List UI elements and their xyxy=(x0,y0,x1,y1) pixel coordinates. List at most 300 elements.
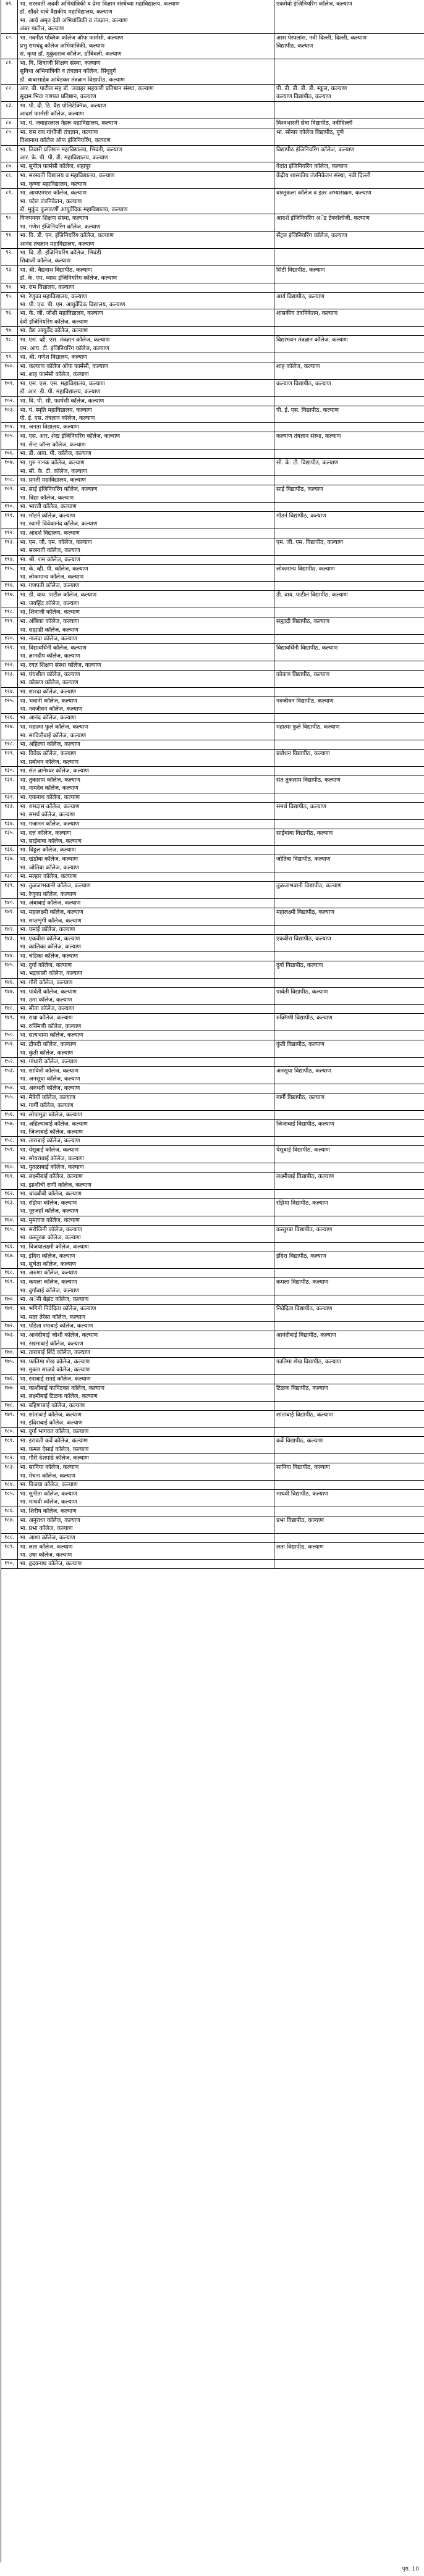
row-number: ७९. xyxy=(1,0,18,33)
table-row xyxy=(1,327,424,336)
row-number: १५५. xyxy=(1,1094,18,1110)
row-number: १८१. xyxy=(1,1437,18,1453)
target-institution: कर्वे विद्यापीठ, कल्याण xyxy=(276,1437,323,1445)
source-institution: भा. सुनीता कॉलेज, कल्याण भा. माधवी कॉलेज, कल्याण xyxy=(18,1490,274,1507)
source-institution: भा. आयएमएस कॉलेज, कल्याण भा. पटेल तंत्रनिकेतन, कल्याण डॉ. मुकुंद कुलकर्णी आयुर्वेदिक महाविद्यालय, कल्याण xyxy=(18,189,274,214)
source-institution: भा. विद्यावर्धिनी कॉलेज, कल्याण भा. ज्ञानदीप कॉलेज, कल्याण xyxy=(18,644,274,661)
source-institution: भा. श्री. वैद्यनाथ विद्यापीठ, कल्याण डॉ. के. एम. व्यास इंजिनियरिंग कॉलेज, कल्याण xyxy=(18,266,274,283)
row-number: १४७. xyxy=(1,988,18,1005)
table-row xyxy=(1,232,424,249)
table-row xyxy=(1,908,424,926)
source-institution: भा. सावित्री कॉलेज, कल्याण भा. अनसूया कॉलेज, कल्याण xyxy=(18,1067,274,1084)
target-institution: पी. डी. डी. डी. डी. स्कूल, कल्याण कल्याण विद्यापीठ, कल्याण xyxy=(276,85,347,101)
table-row xyxy=(1,635,424,644)
target-institution xyxy=(274,1163,424,1172)
table-row xyxy=(1,1005,424,1014)
row-number: १६८. xyxy=(1,1269,18,1278)
table-row xyxy=(1,423,424,432)
source-institution: भा. रामदास कॉलेज, कल्याण भा. समर्थ कॉलेज, कल्याण xyxy=(18,803,274,819)
target-institution xyxy=(274,661,424,670)
row-number: १२४. xyxy=(1,688,18,696)
row-number: १६३. xyxy=(1,1199,18,1216)
row-number: १६६. xyxy=(1,1243,18,1252)
row-number: ८८. xyxy=(1,172,18,188)
source-institution: भा. अनुराधा कॉलेज, कल्याण भा. प्रभा कॉलेज, कल्याण xyxy=(18,1516,274,1533)
row-number: १२८. xyxy=(1,740,18,749)
table-row xyxy=(1,214,424,232)
table-row xyxy=(1,309,424,327)
target-institution xyxy=(274,503,424,511)
target-institution xyxy=(274,1031,424,1040)
target-institution: केंद्रीय शासकीय तंत्रनिकेतन संस्था, नवी दिल्ली xyxy=(276,172,371,180)
row-number: १४४. xyxy=(1,952,18,961)
row-number: ८६. xyxy=(1,146,18,162)
target-institution xyxy=(274,1375,424,1384)
row-number: १८८. xyxy=(1,1534,18,1542)
row-number: १३८. xyxy=(1,872,18,881)
target-institution xyxy=(274,1137,424,1145)
source-institution: भा. शांताबाई कॉलेज, कल्याण भा. इंदिराबाई कॉलेज, कल्याण xyxy=(18,1411,274,1428)
source-institution: भा. रझिया कॉलेज, कल्याण भा. नूरजहाँ कॉलेज, कल्याण xyxy=(18,1199,274,1216)
target-institution: विश्वभारती सेवा विद्यापीठ, नवीदिल्ली xyxy=(276,119,353,127)
target-institution: सिटी विद्यापीठ, कल्याण xyxy=(276,266,325,274)
source-institution: भा. आशा कॉलेज, कल्याण xyxy=(18,1534,274,1542)
source-institution: भा. एस. आर. शेख इंजिनियरिंग कॉलेज, कल्याण भा. सेन्ट जॉन्स कॉलेज, कल्याण xyxy=(18,432,274,449)
row-number: ८२. xyxy=(1,85,18,101)
target-institution: प्रबोधन विद्यापीठ, कल्याण xyxy=(276,750,330,758)
table-row xyxy=(1,1305,424,1322)
row-number: १७६. xyxy=(1,1375,18,1384)
source-institution: भा. भारती कॉलेज, कल्याण xyxy=(18,503,274,511)
target-institution xyxy=(274,582,424,590)
source-institution: भा. श्री. गणेश विद्यालय, कल्याण xyxy=(18,353,274,362)
target-institution xyxy=(274,793,424,802)
source-institution: भा. शिवाजी कॉलेज, कल्याण xyxy=(18,608,274,617)
target-institution xyxy=(274,952,424,961)
row-number: १०७. xyxy=(1,459,18,475)
table-row xyxy=(1,1031,424,1040)
source-institution: भा. आदर्श विद्यालय, कल्याण xyxy=(18,529,274,538)
target-institution: आर्य विद्यापीठ, कल्याण xyxy=(276,293,324,300)
target-institution xyxy=(274,476,424,485)
source-institution: भा. एकनाथ कॉलेज, कल्याण xyxy=(18,793,274,802)
table-row xyxy=(1,1120,424,1137)
page-label: पृष्ठ. 10 xyxy=(402,2566,419,2572)
row-number: १२५. xyxy=(1,697,18,714)
target-institution xyxy=(274,450,424,458)
source-institution: विजयनगर शिक्षण संस्था, कल्याण भा. गणेश इंजिनियरिंग कॉलेज, कल्याण xyxy=(18,214,274,231)
row-number: १७७. xyxy=(1,1384,18,1401)
table-row xyxy=(1,293,424,310)
source-institution: भा. काशीबाई कानिटकर कॉलेज, कल्याण भा. लक्ष्मीबाई टिळक कॉलेज, कल्याण xyxy=(18,1384,274,1401)
target-institution xyxy=(274,872,424,881)
target-institution: पी. ई. एस. विद्यापीठ, कल्याण xyxy=(276,406,339,414)
source-institution: भा. मल्हार कॉलेज, कल्याण xyxy=(18,872,274,881)
target-institution xyxy=(274,1322,424,1331)
target-institution: संत तुकाराम विद्यापीठ, कल्याण xyxy=(276,777,341,784)
target-institution: साईबाबा विद्यापीठ, कल्याण xyxy=(276,829,333,837)
row-number: १२२. xyxy=(1,661,18,670)
source-institution: भा. खंडोबा कॉलेज, कल्याण भा. जोतिबा कॉलेज, कल्याण xyxy=(18,855,274,872)
table-row xyxy=(1,556,424,565)
target-institution xyxy=(274,423,424,432)
row-number: ११८. xyxy=(1,608,18,617)
table-row xyxy=(1,740,424,750)
row-number: १२९. xyxy=(1,750,18,766)
row-number: १८५. xyxy=(1,1490,18,1507)
source-institution: भा. पार्वती कॉलेज, कल्याण भा. उमा कॉलेज, कल्याण xyxy=(18,988,274,1005)
target-institution: एकमेवो इंजिनियरिंग कॉलेज, कल्याण xyxy=(276,1,352,7)
source-institution: भा. साई इंजिनियरिंग कॉलेज, कल्याण भा. विद्या कॉलेज, कल्याण xyxy=(18,485,274,502)
row-number: १७८. xyxy=(1,1402,18,1410)
table-row xyxy=(1,485,424,503)
row-number: ८५. xyxy=(1,128,18,145)
target-institution: दुर्गा विद्यापीठ, कल्याण xyxy=(276,961,323,969)
row-number: ११७. xyxy=(1,591,18,608)
source-institution: भा. तुळजाभवानी कॉलेज, कल्याण भा. रेणुका कॉलेज, कल्याण xyxy=(18,882,274,898)
table-row xyxy=(1,1543,424,1560)
table-row xyxy=(1,1358,424,1375)
table-row xyxy=(1,935,424,952)
target-institution xyxy=(274,635,424,643)
row-number: १३२. xyxy=(1,793,18,802)
table-row xyxy=(1,961,424,979)
target-institution: रझिया विद्यापीठ, कल्याण xyxy=(276,1200,328,1207)
target-institution: निवेदिता विद्यापीठ, कल्याण xyxy=(276,1305,333,1313)
source-institution: भा. रमाबाई रानडे कॉलेज, कल्याण xyxy=(18,1375,274,1384)
table-row xyxy=(1,172,424,189)
table-row xyxy=(1,406,424,424)
table-row xyxy=(1,1190,424,1199)
target-institution xyxy=(274,688,424,696)
source-institution: भा. बहिणाबाई कॉलेज, कल्याण xyxy=(18,1402,274,1410)
row-number: १८०. xyxy=(1,1428,18,1436)
table-row xyxy=(1,1437,424,1454)
target-institution xyxy=(274,283,424,292)
target-institution: येसूबाई विद्यापीठ, कल्याण xyxy=(276,1147,330,1154)
table-row xyxy=(1,102,424,119)
table-row xyxy=(1,1014,424,1031)
row-number: ८३. xyxy=(1,102,18,119)
source-institution: भा. ताराबाई शिंदे कॉलेज, कल्याण xyxy=(18,1349,274,1357)
source-institution: भा. सानिया कॉलेज, कल्याण भा. मेघना कॉलेज, कल्याण xyxy=(18,1463,274,1480)
source-institution: भा. सरस्वती अदवी अभियांत्रिकी व प्रेमा विज्ञान संस्थेच्या महाविद्यालय, कल्याण डॉ. सौंदरे यांचे वैद्यकीय महाविद्यालय, कल्याण भा. आर्य अमृत देवी अभियांत्रिकी व तंत्रज्ञान, कल्याण अंबर पाटील, कल्याण xyxy=(18,0,274,33)
table-row xyxy=(1,476,424,485)
target-institution: साई विद्यापीठ, कल्याण xyxy=(276,486,324,493)
table-row xyxy=(1,1243,424,1252)
target-institution: टिळक विद्यापीठ, कल्याण xyxy=(276,1384,329,1392)
source-institution: भा. संत ज्ञानेश्वर कॉलेज, कल्याण xyxy=(18,767,274,776)
row-number: १४३. xyxy=(1,935,18,951)
target-institution: कुंती विद्यापीठ, कल्याण xyxy=(276,1041,324,1048)
table-row xyxy=(1,59,424,85)
table-row xyxy=(1,723,424,740)
table-row xyxy=(1,671,424,688)
target-institution xyxy=(274,979,424,987)
table-row xyxy=(1,591,424,608)
row-number: १७३. xyxy=(1,1331,18,1348)
table-row xyxy=(1,0,424,34)
table-row xyxy=(1,1322,424,1331)
target-institution: सह्याद्री विद्यापीठ, कल्याण xyxy=(276,618,330,625)
source-institution: भा. शिरीष कॉलेज, कल्याण xyxy=(18,1507,274,1516)
table-row xyxy=(1,1331,424,1349)
target-institution xyxy=(274,899,424,908)
target-institution: सानिया विद्यापीठ, कल्याण xyxy=(276,1464,330,1471)
source-institution: भा. चांदबीबी कॉलेज, कल्याण xyxy=(18,1190,274,1198)
row-number: १३०. xyxy=(1,767,18,776)
table-row xyxy=(1,1278,424,1295)
table-row xyxy=(1,1454,424,1463)
target-institution xyxy=(274,1005,424,1013)
table-row xyxy=(1,397,424,406)
source-institution: भा. वि. पी. सी. फार्मसी कॉलेज, कल्याण xyxy=(18,397,274,406)
table-row xyxy=(1,1084,424,1094)
table-row xyxy=(1,119,424,128)
table-row xyxy=(1,979,424,988)
row-number: १६४. xyxy=(1,1216,18,1225)
table-row xyxy=(1,1384,424,1402)
source-institution: भा. विजयालक्ष्मी कॉलेज, कल्याण xyxy=(18,1243,274,1252)
row-number: ९६. xyxy=(1,309,18,326)
target-institution: शाह कॉलेज, कल्याण xyxy=(276,363,320,370)
target-institution: डी. वाय. पाटील विद्यापीठ, कल्याण xyxy=(276,592,348,599)
table-row xyxy=(1,459,424,476)
table-row xyxy=(1,1163,424,1173)
target-institution: महात्मा फुले विद्यापीठ, कल्याण xyxy=(276,724,340,731)
row-number: १४२. xyxy=(1,926,18,934)
source-institution: भा. अॅनी बेझंट कॉलेज, कल्याण xyxy=(18,1295,274,1304)
source-institution: भा. पं. जवाहरलाल नेहरू महाविद्यालय, कल्याण xyxy=(18,119,274,128)
target-institution xyxy=(274,529,424,538)
row-number: ८९. xyxy=(1,189,18,214)
row-number: १३९. xyxy=(1,882,18,898)
source-institution: भा. के. व्ही. पी. कॉलेज, कल्याण भा. लोकमान्य कॉलेज, कल्याण xyxy=(18,565,274,582)
source-institution: भा. सीता कॉलेज, कल्याण xyxy=(18,1005,274,1013)
target-institution: वेदांत इंजिनियरिंग कॉलेज, कल्याण xyxy=(276,163,348,170)
row-number: १५४. xyxy=(1,1084,18,1093)
table-row xyxy=(1,432,424,450)
table-row xyxy=(1,750,424,767)
source-institution: भा. इंदिरा कॉलेज, कल्याण भा. सुचेता कॉलेज, कल्याण xyxy=(18,1252,274,1269)
table-row xyxy=(1,872,424,882)
source-institution: भा. कमला कॉलेज, कल्याण भा. दुर्गाबाई कॉलेज, कल्याण xyxy=(18,1278,274,1295)
table-row xyxy=(1,1375,424,1384)
target-institution: कल्याण विद्यापीठ, कल्याण xyxy=(276,380,331,387)
source-institution: भा. फातिमा शेख कॉलेज, कल्याण भा. मुक्ता साळवे कॉलेज, कल्याण xyxy=(18,1358,274,1374)
row-number: ९७. xyxy=(1,327,18,335)
source-institution: भा. अरुंधती कॉलेज, कल्याण xyxy=(18,1084,274,1093)
row-number: ९४. xyxy=(1,283,18,292)
source-institution: भा. गौरी देशपांडे कॉलेज, कल्याण xyxy=(18,1454,274,1463)
row-number: १०५. xyxy=(1,432,18,449)
target-institution: लोकमान्य विद्यापीठ, कल्याण xyxy=(276,565,335,572)
target-institution: फातिमा शेख विद्यापीठ, कल्याण xyxy=(276,1358,341,1365)
source-institution: भा. गौरी कॉलेज, कल्याण xyxy=(18,979,274,987)
row-number: ११३. xyxy=(1,538,18,555)
row-number: १६१. xyxy=(1,1173,18,1189)
row-number: १४६. xyxy=(1,979,18,987)
row-number: ११४. xyxy=(1,556,18,564)
row-number: ९९. xyxy=(1,353,18,362)
target-institution: इंदिरा विद्यापीठ, कल्याण xyxy=(276,1252,326,1260)
source-institution: भा. तुकाराम कॉलेज, कल्याण भा. नामदेव कॉलेज, कल्याण xyxy=(18,776,274,793)
table-row xyxy=(1,1481,424,1490)
table-row xyxy=(1,952,424,961)
row-number: ८७. xyxy=(1,162,18,171)
source-institution: भा. मैत्रेयी कॉलेज, कल्याण भा. गार्गी कॉलेज, कल्याण xyxy=(18,1094,274,1110)
row-number: ८४. xyxy=(1,119,18,128)
target-institution: जिजाबाई विद्यापीठ, कल्याण xyxy=(276,1120,334,1127)
row-number: १५६. xyxy=(1,1111,18,1119)
target-institution xyxy=(274,1058,424,1066)
row-number: १०६. xyxy=(1,450,18,458)
row-number: ८१. xyxy=(1,59,18,84)
source-institution: भा. मुमताज कॉलेज, कल्याण xyxy=(18,1216,274,1225)
source-institution: भा. एस. व्ही. एस. तंत्रज्ञान कॉलेज, कल्याण एम. आय. टी. इंजिनियरिंग कॉलेज, कल्याण xyxy=(18,336,274,353)
source-institution: भा. के. जी. जोशी महाविद्यालय, कल्याण देवी इंजिनियरिंग कॉलेज, कल्याण xyxy=(18,309,274,326)
row-number: १६०. xyxy=(1,1163,18,1172)
row-number: १७२. xyxy=(1,1322,18,1331)
target-institution: आस पेस्पलांस, नवी दिल्ली, दिल्ली, कल्याण विद्यापीठ, कल्याण xyxy=(276,34,367,50)
row-number: १६५. xyxy=(1,1226,18,1242)
table-row xyxy=(1,644,424,661)
target-institution: सेंट्रल इंजिनियरिंग कॉलेज, कल्याण xyxy=(276,232,347,240)
table-row xyxy=(1,1058,424,1067)
source-institution: भा. दत्त कॉलेज, कल्याण भा. साईबाबा कॉलेज, कल्याण xyxy=(18,829,274,846)
target-institution xyxy=(274,1269,424,1278)
row-number: ९३. xyxy=(1,266,18,283)
source-institution: भा. तिवारी प्रतिष्ठान महाविद्यालय, भिवंडी, कल्याण आर. के. पी. पी. डी. महाविद्यालय, कल्याण xyxy=(18,146,274,162)
target-institution xyxy=(274,1111,424,1119)
row-number: ८०. xyxy=(1,34,18,59)
source-institution: भा. राम विद्यालय, कल्याण xyxy=(18,283,274,292)
row-number: १८३. xyxy=(1,1463,18,1480)
row-number: १४५. xyxy=(1,961,18,978)
row-number: १७०. xyxy=(1,1295,18,1304)
table-row xyxy=(1,336,424,353)
row-number: १७४. xyxy=(1,1349,18,1357)
target-institution: कस्तुरबा विद्यापीठ, कल्याण xyxy=(276,1226,333,1233)
source-institution: भा. डी. आय. पी. कॉलेज, कल्याण xyxy=(18,450,274,458)
table-row xyxy=(1,767,424,776)
table-row xyxy=(1,1146,424,1163)
row-number: १५१. xyxy=(1,1040,18,1057)
table-row xyxy=(1,34,424,59)
table-row xyxy=(1,697,424,714)
target-institution: एम. जी. एम. विद्यापीठ, कल्याण xyxy=(276,538,343,546)
row-number: १७१. xyxy=(1,1305,18,1321)
table-row xyxy=(1,1216,424,1226)
row-number: ११५. xyxy=(1,565,18,582)
source-institution: भा. नवनीत पब्लिक कॉलेज ऑफ फार्मसी, कल्याण प्रभु रामचंद्रु कॉलेज अभियांत्रिकी, कल्याण सं. कृपा डॉ. मुकुंदराज कॉलेज, डोंबिवली, कल्याण xyxy=(18,34,274,59)
target-institution xyxy=(274,102,424,119)
table-row xyxy=(1,688,424,697)
row-number: १००. xyxy=(1,362,18,379)
row-number: ११२. xyxy=(1,529,18,538)
table-row xyxy=(1,1507,424,1516)
row-number: ९२. xyxy=(1,249,18,266)
table-row xyxy=(1,450,424,459)
table-row xyxy=(1,1252,424,1269)
table-row xyxy=(1,714,424,723)
row-number: ९५. xyxy=(1,293,18,309)
source-institution: भा. महालक्ष्मी कॉलेज, कल्याण भा. सप्तशृंगी कॉलेज, कल्याण xyxy=(18,908,274,925)
target-institution xyxy=(274,1190,424,1198)
row-number: १०४. xyxy=(1,423,18,432)
target-institution: नवजीवन विद्यापीठ, कल्याण xyxy=(276,697,334,705)
source-institution: भा. अंबिका कॉलेज, कल्याण भा. सह्याद्री कॉलेज, कल्याण xyxy=(18,617,274,634)
row-number: १०१. xyxy=(1,380,18,396)
table-row xyxy=(1,1173,424,1190)
target-institution: एकवीरा विद्यापीठ, कल्याण xyxy=(276,935,331,942)
row-number: ९१. xyxy=(1,232,18,248)
target-institution: अनसूया विद्यापीठ, कल्याण xyxy=(276,1067,331,1074)
row-number: १२३. xyxy=(1,671,18,687)
table-row xyxy=(1,565,424,582)
row-number: १५२. xyxy=(1,1058,18,1066)
table-row xyxy=(1,538,424,556)
source-institution: भा. पंचशील कॉलेज, कल्याण भा. कोकण कॉलेज, कल्याण xyxy=(18,671,274,687)
row-number: ११६. xyxy=(1,582,18,590)
target-institution xyxy=(274,1084,424,1093)
target-institution: जोतिबा विद्यापीठ, कल्याण xyxy=(276,856,331,863)
target-institution: कोकण विद्यापीठ, कल्याण xyxy=(276,671,330,678)
table-row xyxy=(1,1137,424,1146)
table-row xyxy=(1,380,424,397)
target-institution: कल्याण तंत्रज्ञान संस्था, कल्याण xyxy=(276,433,341,440)
table-row xyxy=(1,1402,424,1411)
target-institution xyxy=(274,327,424,335)
table-row xyxy=(1,1463,424,1481)
source-institution: भा. रेणुका महाविद्यालय, कल्याण भा. पी. एच. पी. एम. आयुर्वेदिक विद्यालय, कल्याण xyxy=(18,293,274,309)
row-number: १४८. xyxy=(1,1005,18,1013)
source-institution: भा. येसूबाई कॉलेज, कल्याण भा. सोयराबाई कॉलेज, कल्याण xyxy=(18,1146,274,1163)
row-number: १०९. xyxy=(1,485,18,502)
target-institution xyxy=(274,1402,424,1410)
row-number: १०८. xyxy=(1,476,18,485)
row-number: १७९. xyxy=(1,1411,18,1428)
source-institution: भा. भगिनी निवेदिता कॉलेज, कल्याण भा. मदर तेरेसा कॉलेज, कल्याण xyxy=(18,1305,274,1321)
table-row xyxy=(1,1269,424,1278)
source-institution: भा. ताराबाई कॉलेज, कल्याण xyxy=(18,1137,274,1145)
table-row xyxy=(1,1349,424,1358)
source-institution: भा. अहिल्याबाई कॉलेज, कल्याण भा. जिजाबाई कॉलेज, कल्याण xyxy=(18,1120,274,1137)
row-number: १८६. xyxy=(1,1507,18,1516)
target-institution: रुक्मिणी विद्यापीठ, कल्याण xyxy=(276,1014,333,1022)
row-number: १९०. xyxy=(1,1560,18,1568)
source-institution: भा. अरुणा कॉलेज, कल्याण xyxy=(18,1269,274,1278)
target-institution: मॉडर्न विद्यापीठ, कल्याण xyxy=(276,512,326,519)
row-number: १६२. xyxy=(1,1190,18,1198)
source-institution: भा. वि. डी. इंजिनियरिंग कॉलेज, भिवंडी शिवाजी कॉलेज, कल्याण xyxy=(18,249,274,266)
table-row xyxy=(1,793,424,803)
source-institution: भा. सरस्वती विद्यालय व महाविद्यालय, कल्याण भा. कृष्णा महाविद्यालय, कल्याण xyxy=(18,172,274,188)
source-institution: भा. भवानी कॉलेज, कल्याण भा. नवजीवन कॉलेज, कल्याण xyxy=(18,697,274,714)
document-table xyxy=(1,0,424,2562)
table-row xyxy=(1,899,424,908)
table-row xyxy=(1,820,424,829)
table-row xyxy=(1,1226,424,1243)
target-institution xyxy=(274,1454,424,1463)
table-row xyxy=(1,249,424,266)
target-institution xyxy=(274,59,424,84)
row-number: ९८. xyxy=(1,336,18,353)
row-number: १८४. xyxy=(1,1481,18,1489)
table-row xyxy=(1,1199,424,1216)
target-institution: कमला विद्यापीठ, कल्याण xyxy=(276,1279,329,1286)
target-institution: सी. के. टी. विद्यापीठ, कल्याण xyxy=(276,459,339,467)
